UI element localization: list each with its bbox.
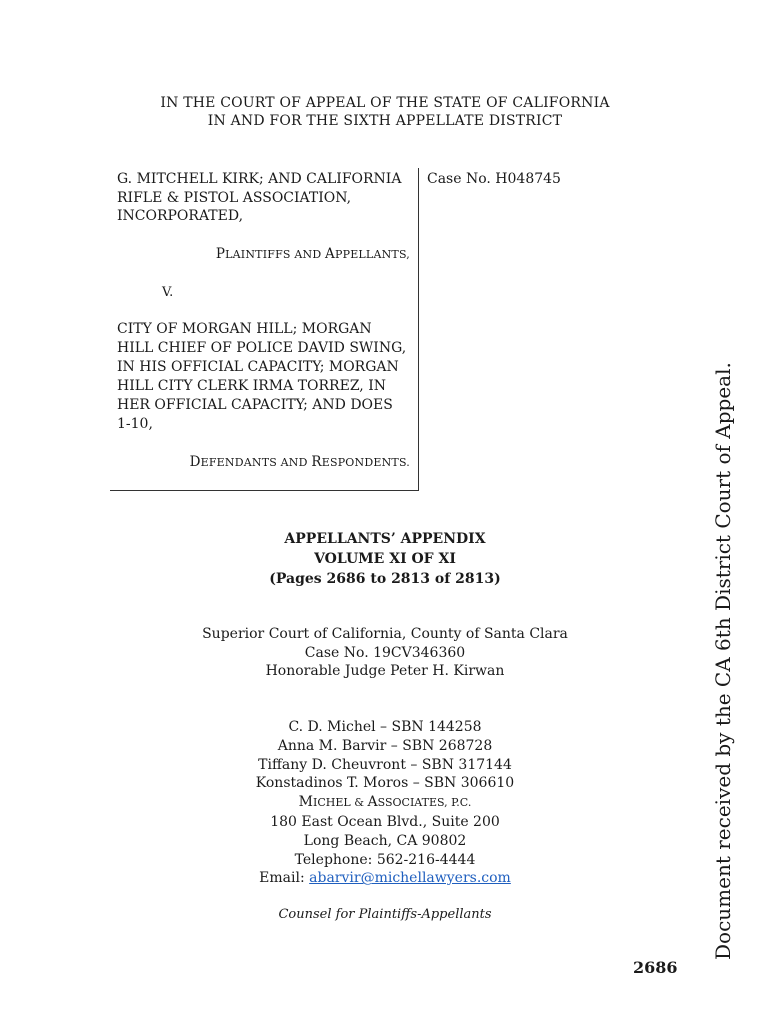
defendants-line: HILL CITY CLERK IRMA TORREZ, IN: [117, 378, 386, 394]
lower-court-info: [0, 625, 770, 681]
title-line2: VOLUME XI OF XI: [314, 551, 456, 567]
defendants-line: HILL CHIEF OF POLICE DAVID SWING,: [117, 340, 407, 356]
address-line1: 180 East Ocean Blvd., Suite 200: [270, 813, 500, 830]
firm-initial: A: [367, 794, 378, 811]
role-initial: D: [189, 454, 201, 470]
defendants-line: CITY OF MORGAN HILL; MORGAN: [117, 321, 372, 337]
role-rest: LAINTIFFS AND: [225, 248, 326, 261]
case-number: Case No. H048745: [427, 171, 561, 187]
plaintiffs-names: [117, 170, 413, 226]
document-title: [0, 529, 770, 589]
court-heading-line2: IN AND FOR THE SIXTH APPELLATE DISTRICT: [207, 113, 563, 129]
email-line: [0, 869, 770, 888]
role-initial: A: [325, 246, 335, 262]
court-heading-line1: IN THE COURT OF APPEAL OF THE STATE OF CALIFORNIA: [160, 95, 610, 111]
role-rest: ESPONDENTS.: [321, 456, 410, 469]
plaintiffs-line: G. MITCHELL KIRK; AND CALIFORNIA: [117, 171, 402, 187]
case-caption: [110, 168, 419, 491]
title-line1: APPELLANTS’ APPENDIX: [284, 531, 486, 547]
role-initial: R: [311, 454, 322, 470]
court-heading: [0, 94, 770, 130]
counsel-block: [0, 718, 770, 888]
role-initial: P: [215, 246, 226, 262]
address-line2: Long Beach, CA 90802: [303, 832, 467, 849]
defendants-line: 1-10,: [117, 416, 153, 432]
plaintiffs-line: RIFLE & PISTOL ASSOCIATION,: [117, 189, 352, 206]
firm-name: [0, 793, 770, 813]
page-number: 2686: [633, 958, 678, 977]
firm-rest: SSOCIATES, P.C.: [377, 796, 472, 810]
title-line3: (Pages 2686 to 2813 of 2813): [269, 571, 501, 587]
attorney-line: Anna M. Barvir – SBN 268728: [277, 737, 493, 754]
role-rest: PPELLANTS,: [335, 248, 410, 261]
lower-court-name: Superior Court of California, County of Santa Clara: [202, 626, 568, 642]
defendants-line: HER OFFICIAL CAPACITY; AND DOES: [117, 397, 393, 413]
role-rest: EFENDANTS AND: [200, 456, 312, 469]
firm-initial: M: [298, 794, 314, 811]
firm-rest: ICHEL &: [313, 796, 368, 810]
attorney-line: Konstadinos T. Moros – SBN 306610: [255, 775, 515, 792]
lower-court-case-number: Case No. 19CV346360: [304, 644, 466, 661]
plaintiffs-line: INCORPORATED,: [117, 208, 244, 224]
plaintiffs-role: [216, 246, 410, 262]
defendants-names: [117, 320, 413, 434]
court-receipt-stamp: Document received by the CA 6th District Court of Appeal.: [711, 362, 735, 960]
email-label: Email:: [259, 870, 310, 887]
counsel-for: Counsel for Plaintiffs-Appellants: [278, 907, 492, 922]
attorney-line: Tiffany D. Cheuvront – SBN 317144: [258, 756, 512, 773]
lower-court-judge: Honorable Judge Peter H. Kirwan: [265, 663, 505, 679]
telephone: Telephone: 562-216-4444: [294, 851, 476, 868]
attorney-line: C. D. Michel – SBN 144258: [288, 719, 482, 735]
email-link[interactable]: abarvir@michellawyers.com: [309, 870, 511, 887]
defendants-line: IN HIS OFFICIAL CAPACITY; MORGAN: [117, 359, 399, 375]
versus: V.: [162, 285, 174, 300]
defendants-role: [190, 454, 410, 470]
